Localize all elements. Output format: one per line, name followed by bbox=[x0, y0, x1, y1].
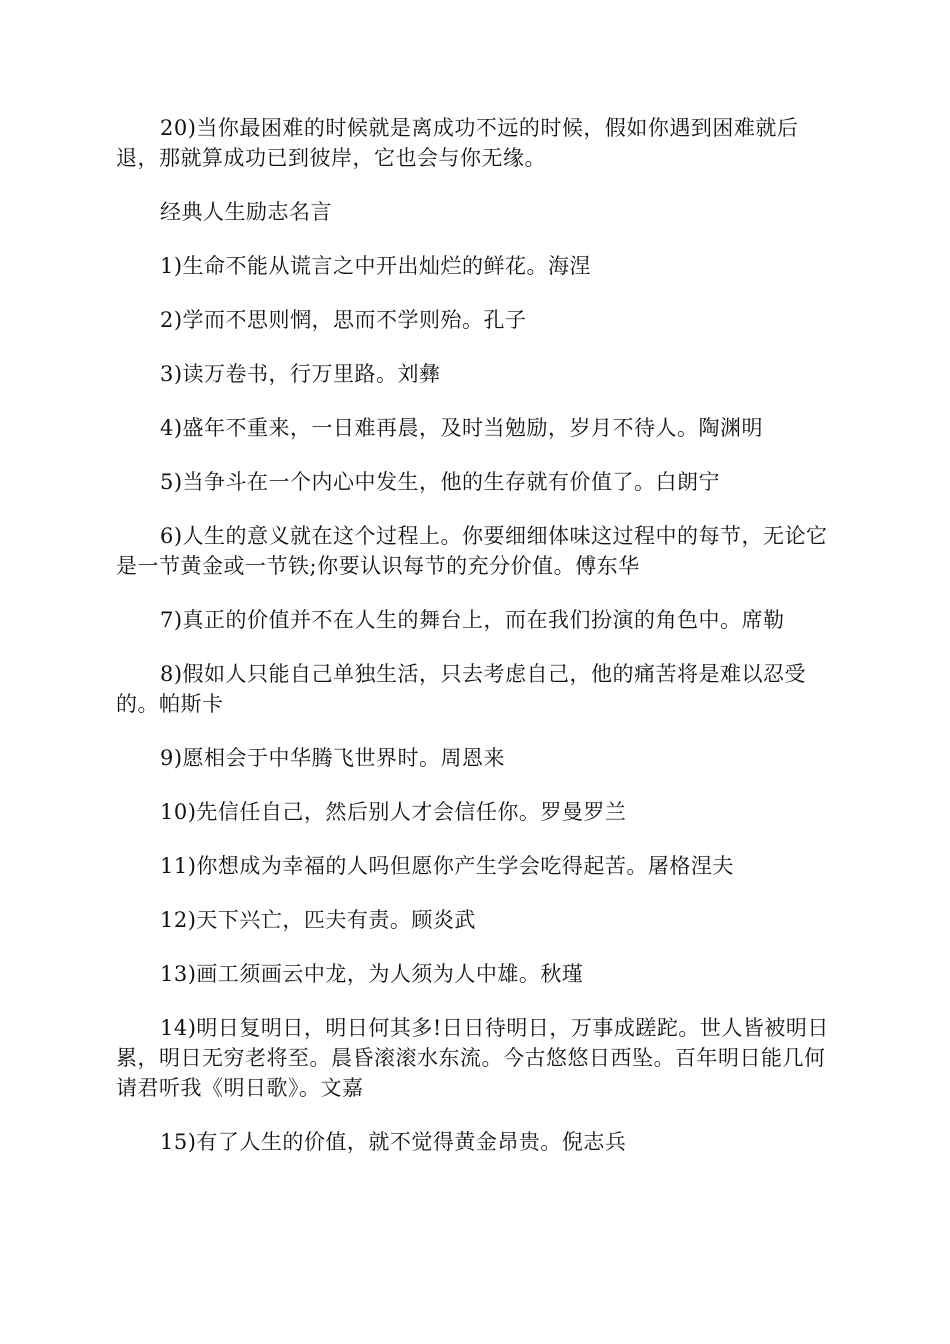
quote-11: 11)你想成为幸福的人吗但愿你产生学会吃得起苦。屠格涅夫 bbox=[160, 854, 734, 878]
quote-12: 12)天下兴亡，匹夫有责。顾炎武 bbox=[160, 908, 476, 932]
quote-1: 1)生命不能从谎言之中开出灿烂的鲜花。海涅 bbox=[160, 254, 592, 278]
quote-5: 5)当争斗在一个内心中发生，他的生存就有价值了。白朗宁 bbox=[160, 470, 721, 494]
quote-3: 3)读万卷书，行万里路。刘彝 bbox=[160, 362, 441, 386]
quote-7: 7)真正的价值并不在人生的舞台上，而在我们扮演的角色中。席勒 bbox=[160, 608, 785, 632]
quote-10: 10)先信任自己，然后别人才会信任你。罗曼罗兰 bbox=[160, 800, 627, 824]
document-page bbox=[116, 113, 836, 1181]
quote-13: 13)画工须画云中龙，为人须为人中雄。秋瑾 bbox=[160, 962, 584, 986]
quote-2: 2)学而不思则惘，思而不学则殆。孔子 bbox=[160, 308, 527, 332]
quote-8: 8)假如人只能自己单独生活，只去考虑自己，他的痛苦将是难以忍受的。帕斯卡 bbox=[116, 662, 807, 716]
quote-9: 9)愿相会于中华腾飞世界时。周恩来 bbox=[160, 746, 506, 770]
quote-4: 4)盛年不重来，一日难再晨，及时当勉励，岁月不待人。陶渊明 bbox=[160, 416, 764, 440]
paragraph-20-difficulty: 20)当你最困难的时候就是离成功不远的时候，假如你遇到困难就后退，那就算成功已到彼岸，它也会与你无缘。 bbox=[116, 116, 799, 170]
quote-6: 6)人生的意义就在这个过程上。你要细细体味这过程中的每节，无论它是一节黄金或一节铁;你要认识每节的充分价值。傅东华 bbox=[116, 524, 828, 578]
quote-14: 14)明日复明日，明日何其多!日日待明日，万事成蹉跎。世人皆被明日累，明日无穷老将至。晨昏滚滚水东流。今古悠悠日西坠。百年明日能几何请君听我《明日歌》。文嘉 bbox=[116, 1016, 829, 1100]
section-heading: 经典人生励志名言 bbox=[160, 200, 332, 224]
quote-15: 15)有了人生的价值，就不觉得黄金昂贵。倪志兵 bbox=[160, 1130, 627, 1154]
